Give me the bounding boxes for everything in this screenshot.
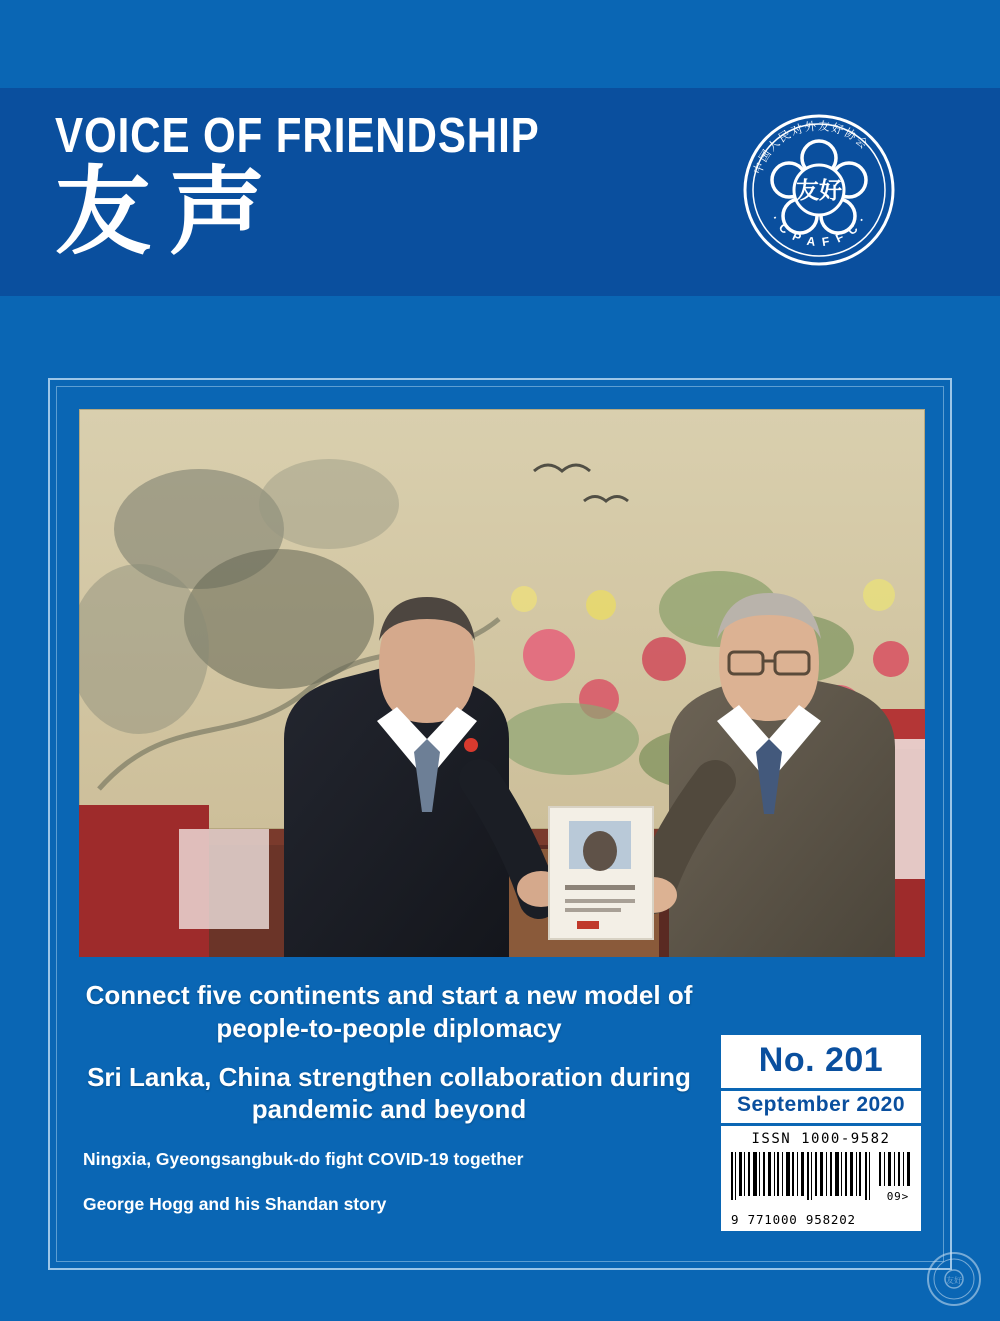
- magazine-title-english: VOICE OF FRIENDSHIP: [55, 109, 540, 163]
- masthead: [0, 88, 1000, 296]
- issn-code: ISSN 1000-9582: [751, 1131, 891, 1147]
- cover-photo: [79, 409, 925, 957]
- headline-block: [79, 979, 699, 1216]
- issue-date: September 2020: [721, 1088, 921, 1123]
- svg-text:中国人民对外友好协会: 中国人民对外友好协会: [750, 118, 872, 177]
- svg-text:友好: 友好: [946, 1276, 962, 1285]
- magazine-title-chinese: 友声: [55, 156, 283, 268]
- svg-text:· C P A F F C ·: · C P A F F C ·: [768, 212, 871, 250]
- issue-number: No. 201: [721, 1035, 921, 1088]
- svg-text:友好: 友好: [796, 178, 842, 204]
- barcode-graphic: [729, 1150, 913, 1212]
- cover-frame: [48, 378, 952, 1270]
- watermark-seal-icon: [926, 1251, 982, 1307]
- headline-primary: Connect five continents and start a new model of people-to-people diplomacy: [85, 980, 693, 1043]
- cpaffc-emblem-icon: [743, 114, 895, 266]
- headline-sub-1: Ningxia, Gyeongsangbuk-do fight COVID-19 together: [83, 1149, 524, 1169]
- barcode-number: 9 771000 958202: [731, 1212, 856, 1227]
- headline-sub-2: George Hogg and his Shandan story: [83, 1193, 387, 1214]
- headline-secondary: Sri Lanka, China strengthen collaboration during pandemic and beyond: [87, 1061, 691, 1125]
- barcode-block: [721, 1123, 921, 1231]
- issue-info-box: [721, 1035, 921, 1231]
- barcode-addon-code: 09>: [886, 1190, 909, 1203]
